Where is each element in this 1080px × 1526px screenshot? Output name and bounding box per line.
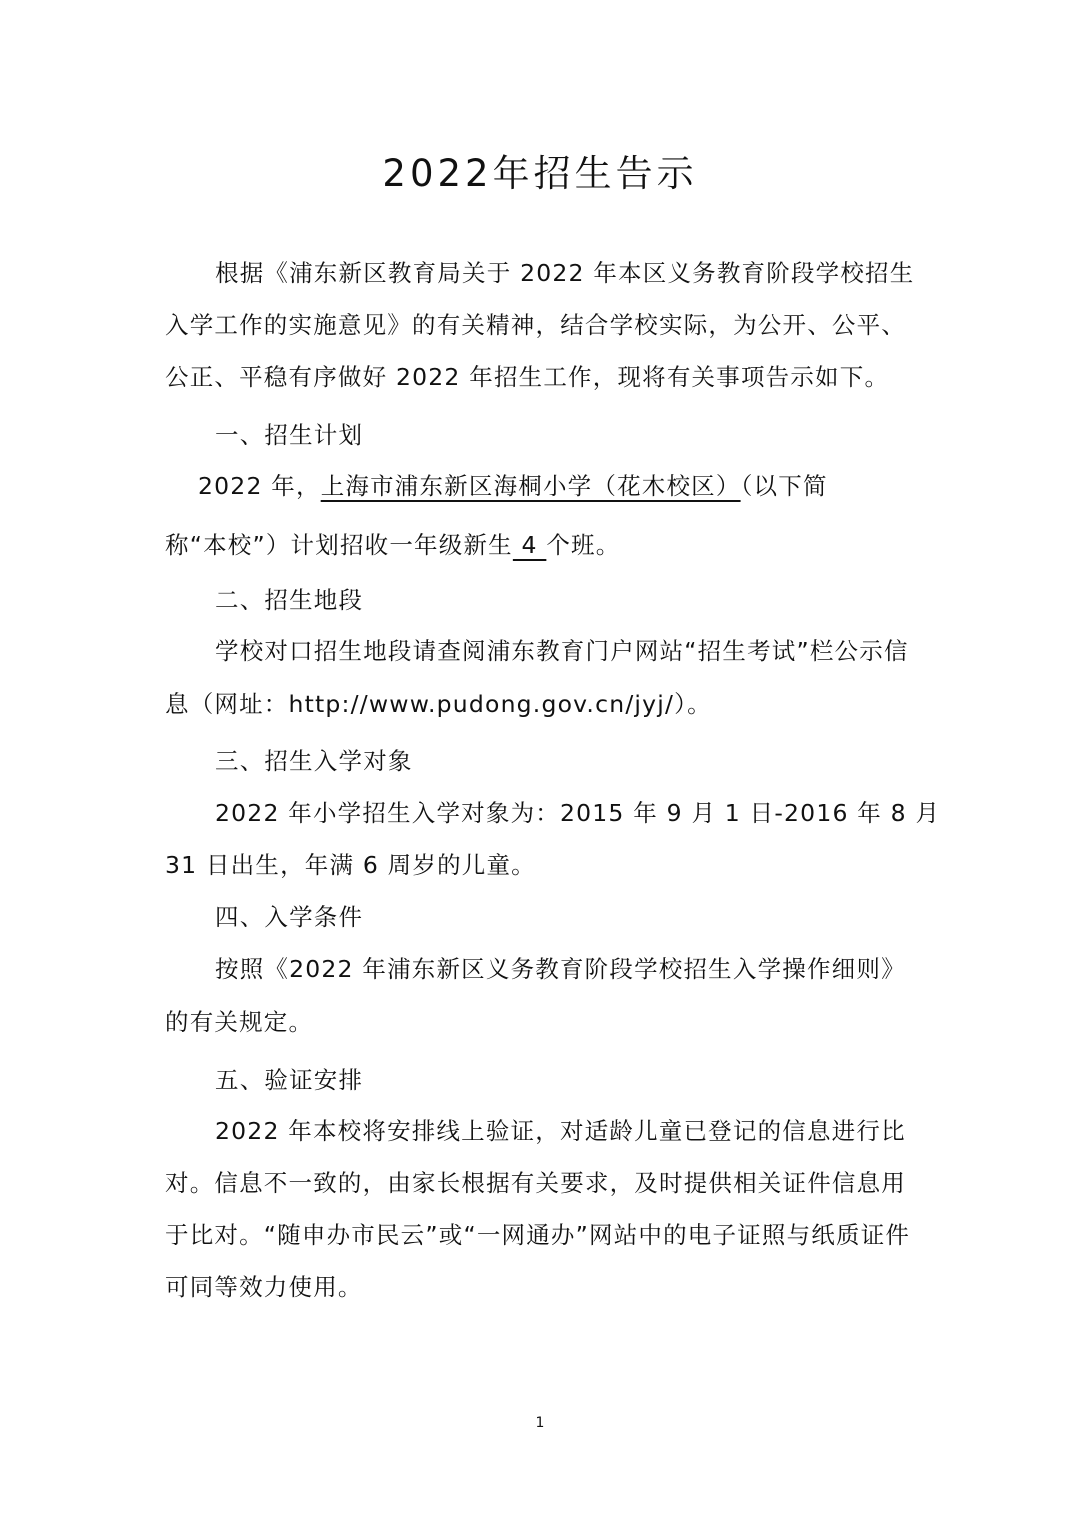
page-number: 1 [535,1415,545,1431]
school-name: 上海市浦东新区海桐小学（花木校区） [320,472,741,500]
section-line: 学校对口招生地段请查阅浦东教育门户网站“招生考试”栏公示信 [215,637,909,665]
page-title: 2022年招生告示 [382,152,698,195]
intro-line: 入学工作的实施意见》的有关精神，结合学校实际，为公开、公平、 [165,311,906,339]
plan-text: 称“本校”）计划招收一年级新生 [165,531,513,559]
class-count: 4 [512,531,547,559]
section-line [198,467,828,501]
section-line: 于比对。“随申办市民云”或“一网通办”网站中的电子证照与纸质证件 [165,1221,911,1249]
section-line: 2022 年小学招生入学对象为：2015 年 9 月 1 日-2016 年 8 月 [215,799,941,827]
section-line [165,526,620,560]
plan-year-text: 2022 年， [198,472,321,500]
plan-end-text: 个班。 [546,531,621,559]
section-line: 对。信息不一致的，由家长根据有关要求，及时提供相关证件信息用 [165,1169,906,1197]
section-heading: 二、招生地段 [215,586,364,614]
url-suffix-text: ）。 [674,690,712,718]
section-line: 按照《2022 年浦东新区义务教育阶段学校招生入学操作细则》 [215,955,906,983]
section-line: 2022 年本校将安排线上验证，对适龄儿童已登记的信息进行比 [215,1117,906,1145]
section-heading: 四、入学条件 [215,903,364,931]
section-line: 可同等效力使用。 [165,1273,363,1301]
section-heading: 五、验证安排 [215,1066,364,1094]
website-link[interactable]: http://www.pudong.gov.cn/jyj/ [288,690,675,718]
section-heading: 一、招生计划 [215,421,364,449]
section-line [165,685,712,719]
plan-suffix-text: （以下简 [740,472,828,500]
section-line: 31 日出生，年满 6 周岁的儿童。 [165,851,536,879]
url-prefix-text: 息（网址： [165,690,289,718]
intro-line: 公正、平稳有序做好 2022 年招生工作，现将有关事项告示如下。 [165,363,890,391]
intro-line: 根据《浦东新区教育局关于 2022 年本区义务教育阶段学校招生 [215,259,915,287]
section-line: 的有关规定。 [165,1008,314,1036]
section-heading: 三、招生入学对象 [215,747,413,775]
